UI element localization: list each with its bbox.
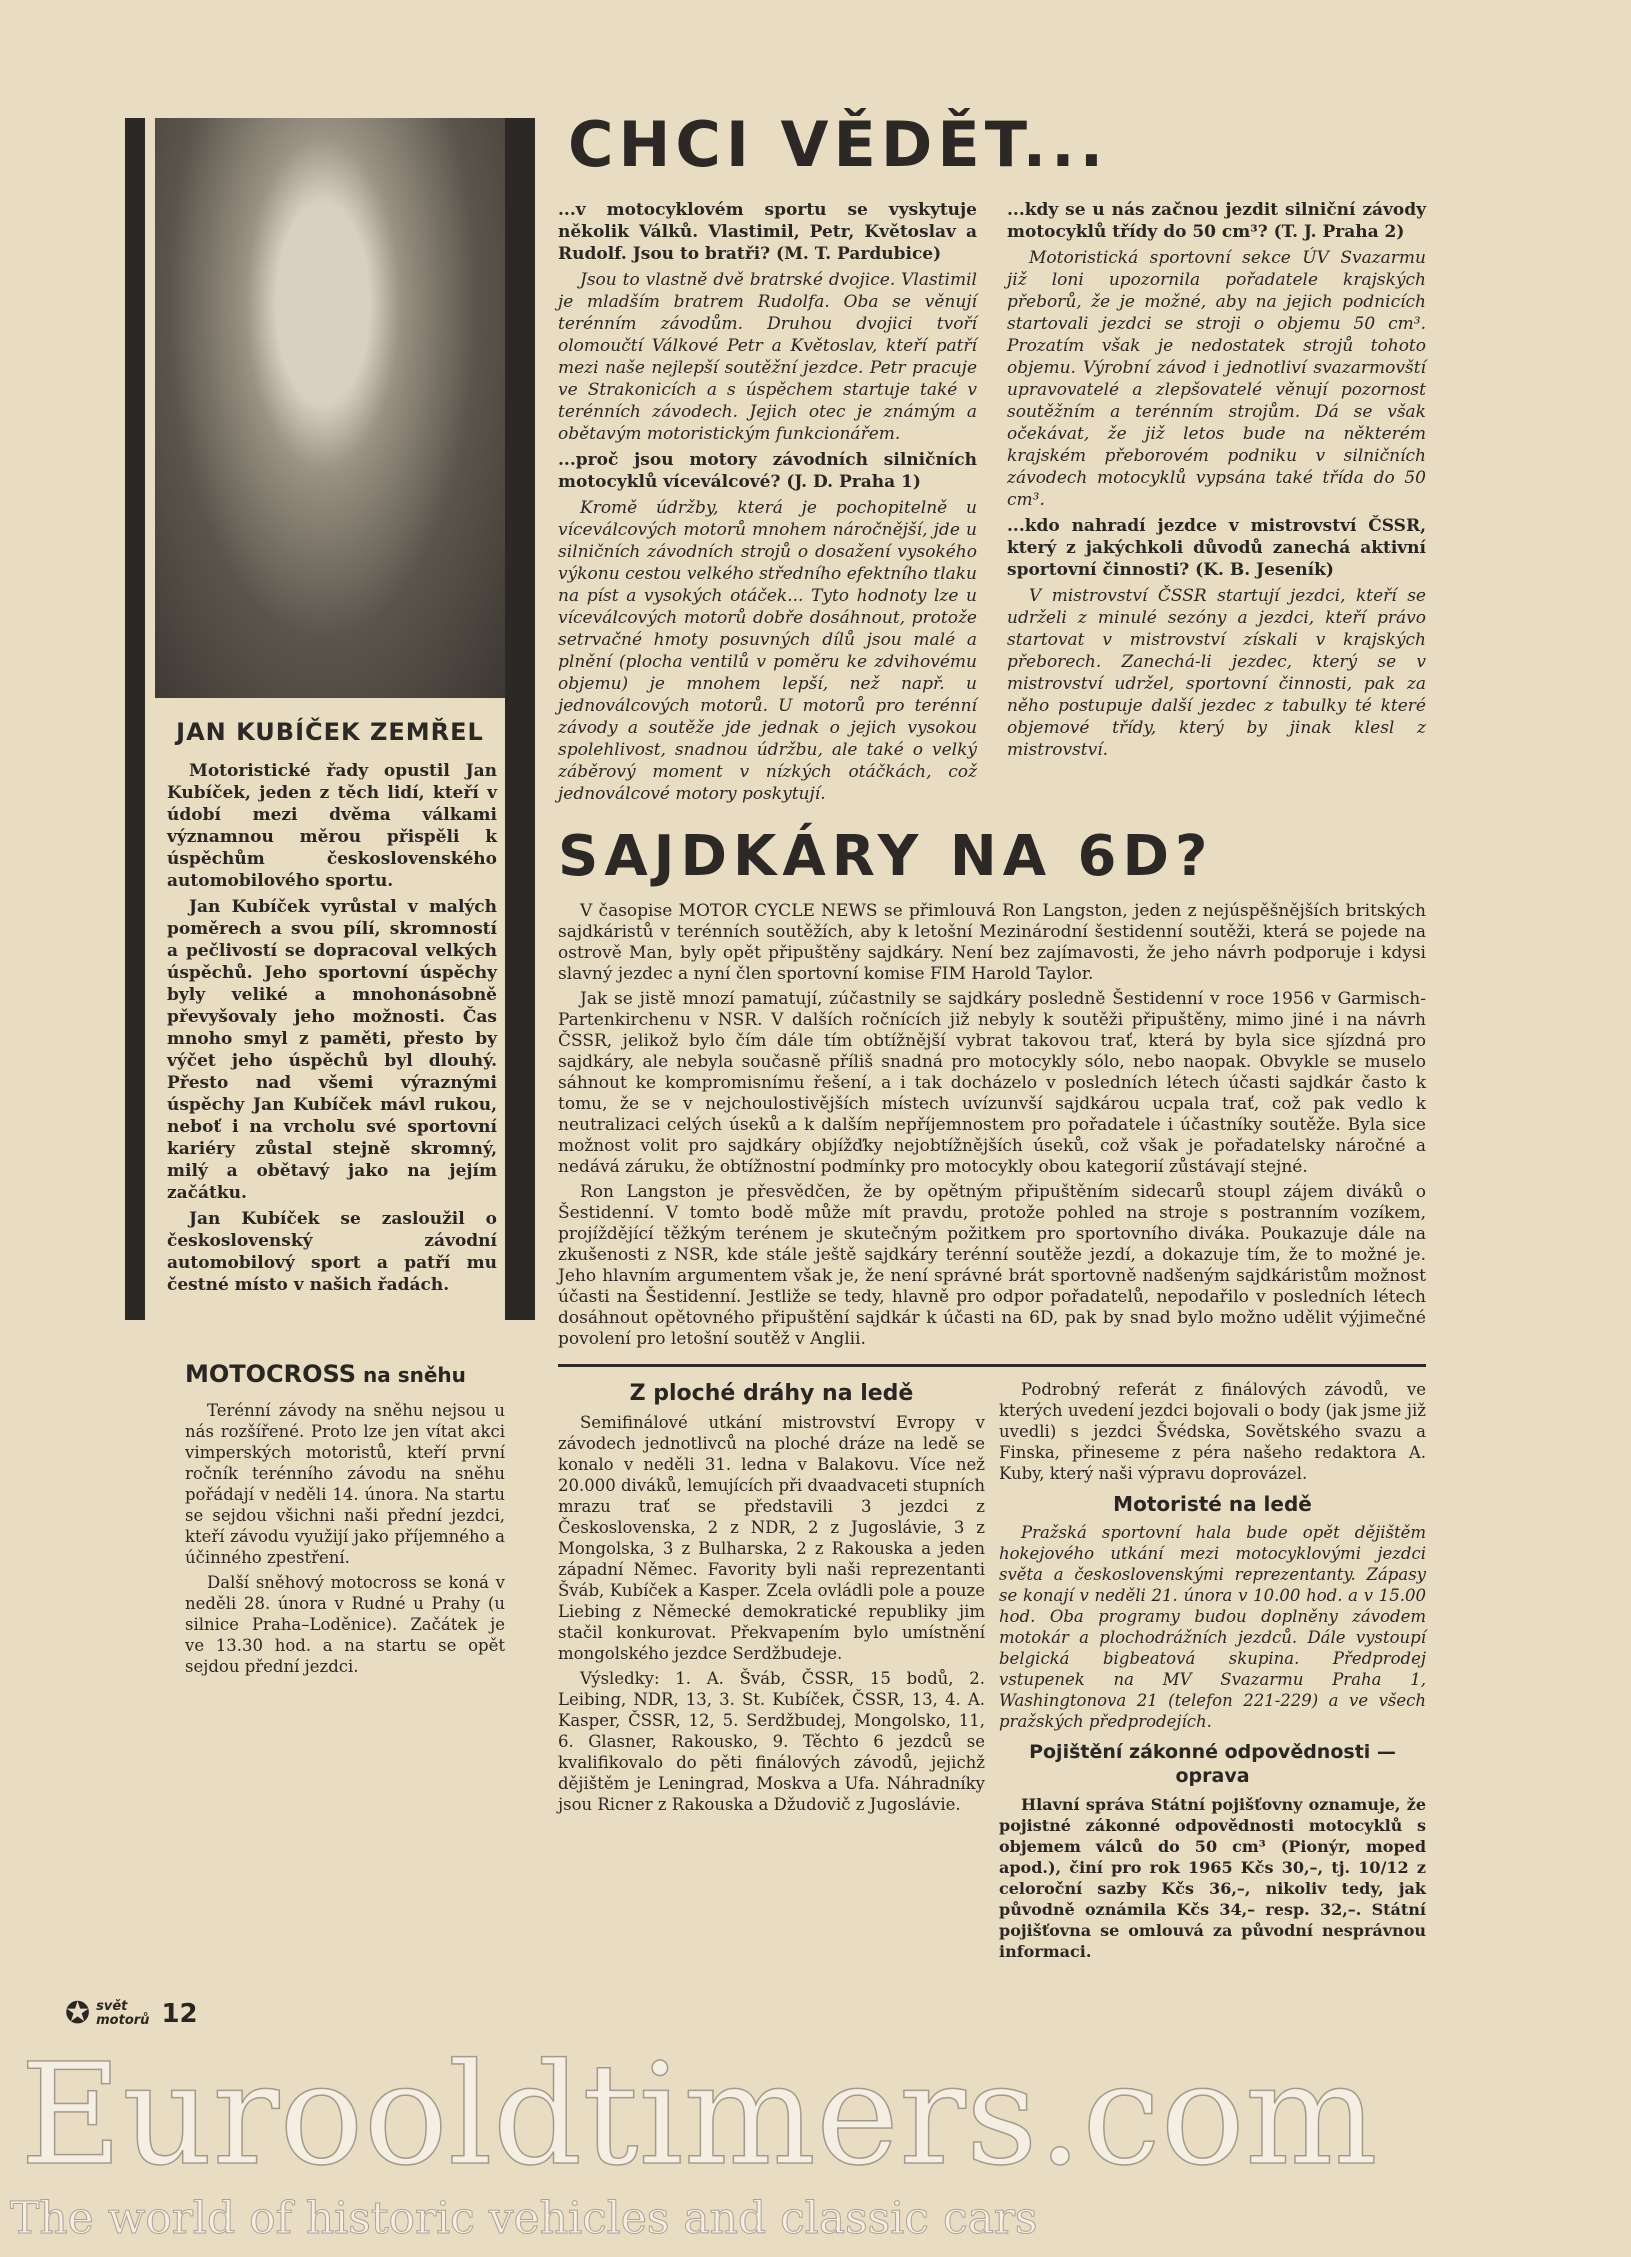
- sajdkary-article: [558, 901, 1426, 1350]
- page-footer: [0, 1966, 1631, 2041]
- pojisteni-headline: Pojištění zákonné odpovědnosti — oprava: [1029, 1741, 1396, 1787]
- watermark-site: Eurooldtimers.com: [20, 2034, 1378, 2197]
- paragraph: Motoristická sportovní sekce ÚV Svazarmu již loni upozornila pořadatele krajských přeborů, že je možné, aby na jejich podnicích startovali jezdci se stroji o objemu 50 cm³. Prozatím však je nedostatek strojů tohoto objemu. Výrobní závod i jednotliví svazarmovští upravovatelé a zlepšovatelé věnují pozornost soutěžním a terénním strojům. Dá se však očekávat, že již letos bude na některém krajském přeborovém podniku v silničních závodech motocyklů vypsána také třída do 50 cm³.: [1007, 248, 1426, 510]
- plochadraha-article: [558, 1412, 985, 1815]
- paragraph: ...proč jsou motory závodních silničních motocyklů víceválcové? (J. D. Praha 1): [558, 450, 977, 492]
- magazine-logo-icon: ✪: [65, 1996, 91, 2031]
- paragraph: Hlavní správa Státní pojišťovny oznamuje, že pojistné zákonné odpovědnosti motocyklů s objemem válců do 50 cm³ (Pionýr, moped apod.), činí pro rok 1965 Kčs 30,–, tj. 10/12 z celoroční sazby Kčs 36,–, nikoliv tedy, jak původně oznámila Kčs 34,– resp. 32,–. Státní pojišťovna se omlouvá za původní nesprávnou informaci.: [999, 1795, 1426, 1961]
- bottom-section: [558, 1373, 1426, 1966]
- watermark-tagline: The world of historic vehicles and classic cars: [10, 2193, 1038, 2244]
- paragraph: ...kdy se u nás začnou jezdit silniční závody motocyklů třídy do 50 cm³? (T. J. Praha 2): [1007, 200, 1426, 242]
- brand-line-2: motorů: [96, 2012, 150, 2028]
- paragraph: Výsledky: 1. A. Šváb, ČSSR, 15 bodů, 2. Leibing, NDR, 13, 3. St. Kubíček, ČSSR, 13, 4. A. Kasper, ČSSR, 12, 5. Serdžbudej, Mongolsko, 11, 6. Glasner, Rakousko, 9. Těchto 6 jezdců se kvalifikovalo do pěti finálových závodů, jejichž dějištěm je Leningrad, Moskva a Ufa. Náhradníky jsou Ricner z Rakouska a Džudovič z Jugoslávie.: [558, 1669, 985, 1814]
- plochadraha-continued: [999, 1379, 1426, 1484]
- paragraph: Semifinálové utkání mistrovství Evropy v závodech jednotlivců na ploché dráze na ledě se konalo v neděli 31. ledna v Balakovu. Více než 20.000 diváků, lemujících při dvaadvaceti stupních mrazu trať se představili 3 jezdci z Československa, 2 z NDR, 2 z Jugoslávie, 3 z Mongolska, 3 z Bulharska, 2 z Rakouska a jeden západní Němec. Favority byli naši reprezentanti Šváb, Kubíček a Kasper. Zcela ovládli pole a pouze Liebing z Německé demokratické republiky jim stačil konkurovat. Překvapením bylo umístnění mongolského jezdce Serdžbudeje.: [558, 1413, 985, 1663]
- bottom-left-column: [558, 1373, 985, 1966]
- sajdkary-headline: SAJDKÁRY NA 6D?: [558, 824, 1214, 889]
- plochadraha-headline: Z ploché dráhy na ledě: [629, 1381, 914, 1406]
- paragraph: Jsou to vlastně dvě bratrské dvojice. Vlastimil je mladším bratrem Rudolfa. Oba se věnují terénním závodům. Druhou dvojici tvoří olomoučtí Válkové Petr a Květoslav, kteří patří mezi naše nejlepší soutěžní jezdce. Petr pracuje ve Strakonicích a s úspěchem startuje také v terénních závodech. Jejich otec je známým a obětavým motoristickým funkcionářem.: [558, 270, 977, 444]
- brand-line-1: svět: [96, 1998, 128, 2014]
- paragraph: Jak se jistě mnozí pamatují, zúčastnily se sajdkáry posledně Šestidenní v roce 1956 v Garmisch-Partenkirchenu v NSR. V dalších ročnících již nebyly k soutěži připuštěny, mimo jiné i na návrh ČSSR, jelikož bylo čím dále tím obtížnější vybrat takovou trať, která by byla sice sjízdná pro sajdkáry, ale nebyla současně příliš snadná pro motocykly sólo, nebo naopak. Obvykle se muselo sáhnout ke kompromisnímu řešení, a i tak docházelo v posledních létech účasti sajdkár často k tomu, že se v nejchoulostivějších místech uvízunvší sajdkárou ucpala trať, což pak vedlo k neutralizaci celých úseků a k dalším nepříjemnostem pro pořadatele i účastníky soutěže. Byla sice možnost volit pro sajdkáry objížďky nejobtížnějších úseků, což však je pořadatelsky náročné a nedává záruku, že obtížnostní podmínky pro motocykly obou kategorií zůstávají stejné.: [558, 989, 1426, 1177]
- motocross-section: [125, 1320, 505, 1677]
- motocross-headline: [185, 1360, 505, 1388]
- paragraph: Kromě údržby, která je pochopitelně u víceválcových motorů mnohem náročnější, jde u silničních závodních strojů o dosažení vysokého výkonu cestou velkého středního efektního tlaku na píst a vysokých otáček... Tyto hodnoty lze u víceválcových motorů dobře dosáhnout, protože setrvačné hmoty posuvných dílů jsou malé a plnění (plocha ventilů v poměru ke zdvihovému objemu) je mnohem lepší, než např. u jednoválcových motorů. U motorů pro terénní závody a soutěže jde jednak o jejich vysokou spolehlivost, snadnou údržbu, ale také o velký záběrový moment v nízkých otáčkách, což jednoválcové motory poskytují.: [558, 498, 977, 804]
- left-column: [125, 0, 535, 1681]
- kubicek-box: [125, 118, 535, 1320]
- paragraph: ...kdo nahradí jezdce v mistrovství ČSSR, který z jakýchkoli důvodů zanechá aktivní sportovní činnosti? (K. B. Jeseník): [1007, 516, 1426, 580]
- chci-vedet-article: [558, 199, 1426, 805]
- motoristeled-article: [999, 1522, 1426, 1732]
- paragraph: Pražská sportovní hala bude opět dějištěm hokejového utkání mezi motocyklovými jezdci světa a československými reprezentanty. Zápasy se konají v neděli 21. února v 10.00 hod. a v 15.00 hod. Oba programy budou doplněny závodem motokár a plochodrážních jezdců. Dále vystoupí belgická bigbeatová skupina. Předprodej vstupenek na MV Svazarmu Praha 1, Washingtonova 21 (telefon 221-229) a ve všech pražských předprodejích.: [999, 1523, 1426, 1731]
- paragraph: ...v motocyklovém sportu se vyskytuje několik Válků. Vlastimil, Petr, Květoslav a Rudolf. Jsou to bratři? (M. T. Pardubice): [558, 200, 977, 264]
- paragraph: Jan Kubíček vyrůstal v malých poměrech a svou pílí, skromností a pečlivostí se dopracoval velkých úspěchů. Jeho sportovní úspěchy byly veliké a mnohonásobně převyšovaly jeho možnosti. Čas mnoho smyl z paměti, přesto by výčet jeho úspěchů byl dlouhý. Přesto nad všemi výraznými úspěchy Jan Kubíček mávl rukou, neboť i na vrcholu své sportovní kariéry zůstal stejně skromný, milý a obětavý jako na jejím začátku.: [167, 897, 497, 1203]
- portrait-photo: [155, 118, 505, 698]
- page-number: 12: [161, 1998, 198, 2029]
- pojisteni-article: [999, 1794, 1426, 1962]
- motocross-headline-main: MOTOCROSS: [185, 1360, 357, 1388]
- motocross-headline-sub: na sněhu: [356, 1363, 466, 1387]
- divider: [558, 1364, 1426, 1367]
- chci-vedet-headline: CHCI VĚDĚT...: [568, 108, 1109, 181]
- paragraph: Jan Kubíček se zasloužil o československý závodní automobilový sport a patří mu čestné místo v našich řadách.: [167, 1209, 497, 1295]
- bottom-right-column: [999, 1373, 1426, 1966]
- paragraph: V mistrovství ČSSR startují jezdci, kteří se udrželi z minulé sezóny a jezdci, kteří právo startovat v mistrovství získali v krajských přeborech. Zanechá-li jezdec, který se v mistrovství udržel, sportovní činnosti, pak za něho postupuje další jezdec z tabulky té které objemové třídy, který by jinak klesl z mistrovství.: [1007, 586, 1426, 760]
- paragraph: V časopise MOTOR CYCLE NEWS se přimlouvá Ron Langston, jeden z nejúspěšnějších britských sajdkáristů v terénních soutěžích, aby k letošní Mezinárodní šestidenní soutěži, která se pojede na ostrově Man, byly opět připuštěny sajdkáry. Není bez zajímavosti, že jeho návrh podporuje i kdysi slavný jezdec a nyní člen sportovní komise FIM Harold Taylor.: [558, 901, 1426, 984]
- paragraph: Terénní závody na sněhu nejsou u nás rozšířené. Proto lze jen vítat akci vimperských motoristů, kteří první ročník terénního závodu na sněhu pořádají v neděli 14. února. Na startu se sejdou všichni naši přední jezdci, kteří závodu využijí jako příjemného a účinného zpestření.: [185, 1401, 505, 1567]
- kubicek-headline: JAN KUBÍČEK ZEMŘEL: [176, 718, 484, 746]
- motocross-article: [185, 1400, 505, 1677]
- paragraph: Ron Langston je přesvědčen, že by opětným připuštěním sidecarů stoupl zájem diváků o Šestidenní. V tomto bodě může mít pravdu, protože pohled na stroje s postranním vozíkem, projíždějící těžkým terénem je skutečným požitkem pro sportovního diváka. Poukazuje dále na zkušenosti z NSR, kde stále ještě sajdkáry terénní soutěže jezdí, a dokazuje tím, že to možné je. Jeho hlavním argumentem však je, že není správné brát sportovně nadšeným sajdkáristům možnost účasti na Šestidenní. Jestliže se tedy, hlavně pro odpor pořadatelů, nepodařilo v posledních létech dosáhnout opětovného připuštění sajdkár k účasti na 6D, pak by snad bylo možno udělit výjimečné povolení pro letošní soutěž v Anglii.: [558, 1182, 1426, 1349]
- paragraph: Motoristické řady opustil Jan Kubíček, jeden z těch lidí, kteří v údobí mezi dvěma válkami významnou měrou přispěli k úspěchům československého automobilového sportu.: [167, 761, 497, 891]
- kubicek-article: [155, 760, 505, 1296]
- magazine-brand: [96, 2000, 149, 2028]
- paragraph: Podrobný referát z finálových závodů, ve kterých uvedení jezdci bojovali o body (jak jsme již uvedli) s jezdci Švédska, Sovětského svazu a Finska, přineseme z péra našeho redaktora A. Kuby, který naši výpravu doprovázel.: [999, 1380, 1426, 1483]
- right-column: [558, 0, 1426, 1966]
- paragraph: Další sněhový motocross se koná v neděli 28. února v Rudné u Prahy (u silnice Praha–Loděnice). Začátek je ve 13.30 hod. a na startu se opět sejdou přední jezdci.: [185, 1573, 505, 1676]
- motoristeled-headline: Motoristé na ledě: [1113, 1492, 1312, 1516]
